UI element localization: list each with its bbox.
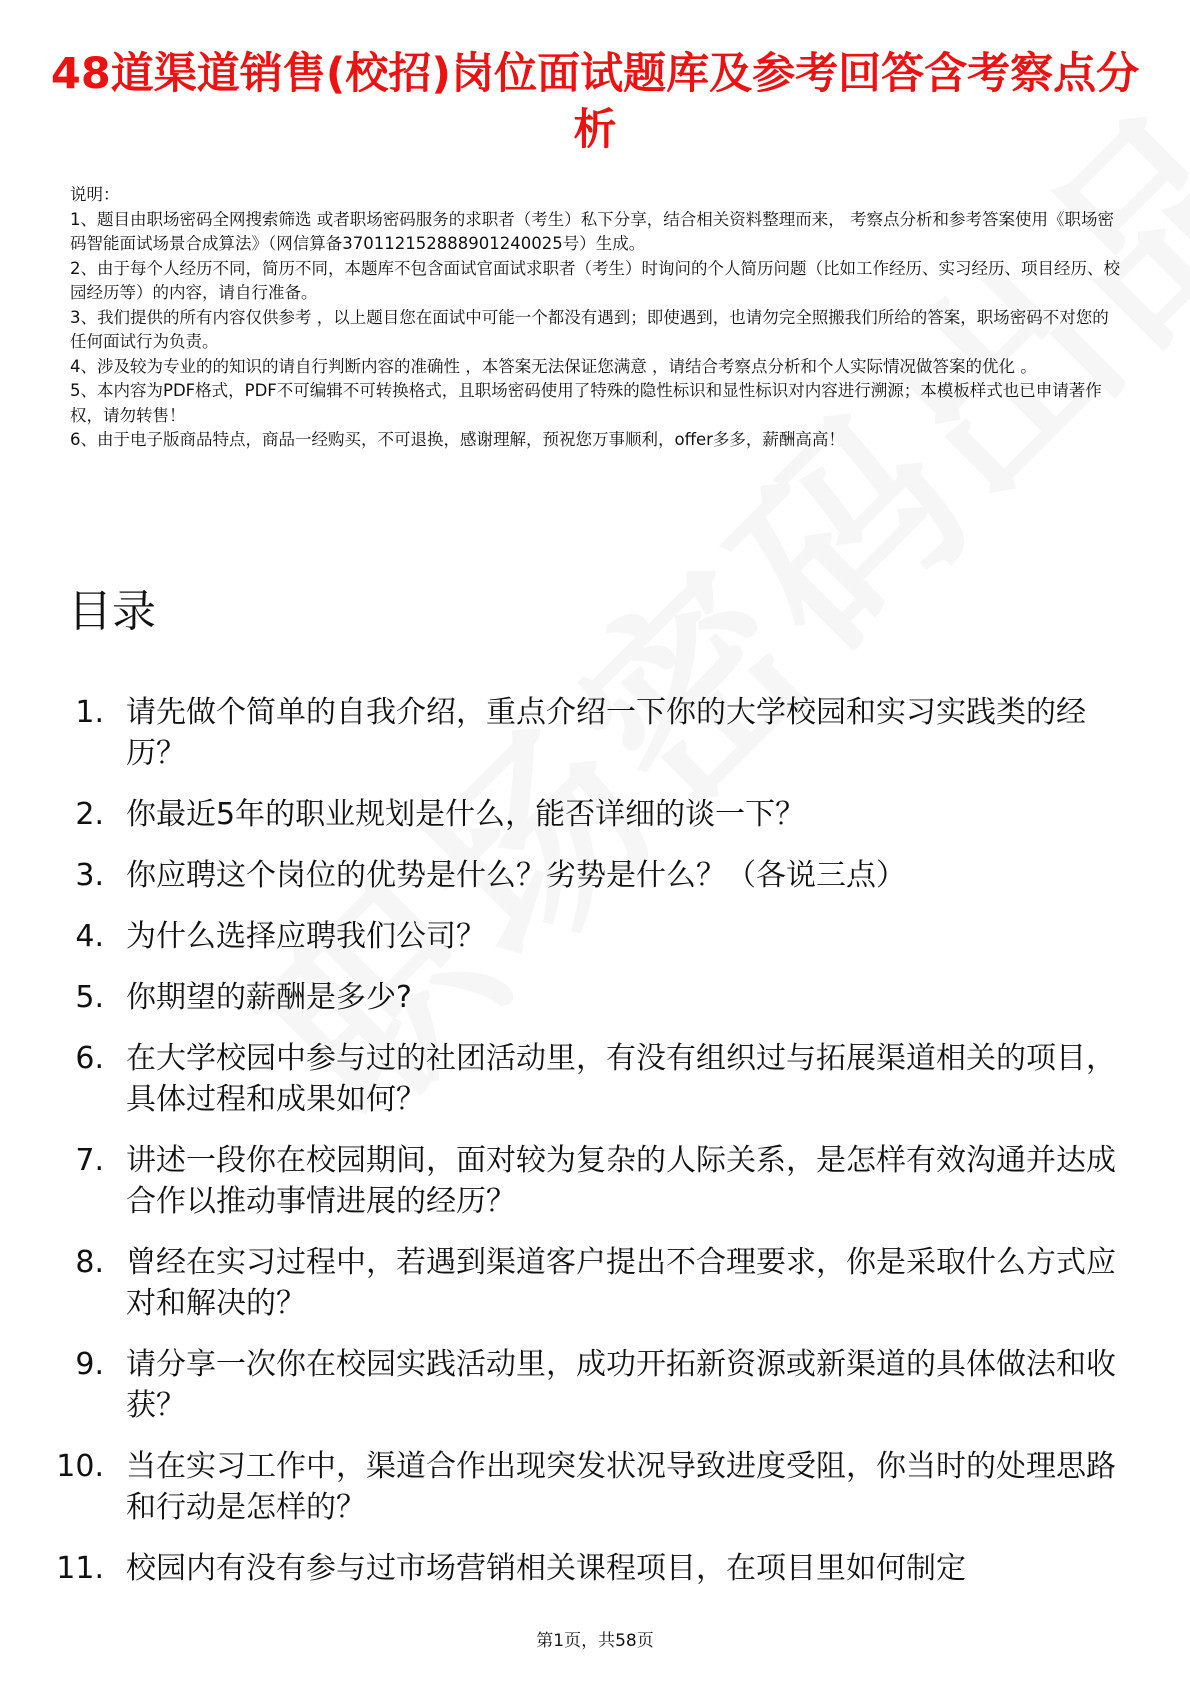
note-item: 5、本内容为PDF格式，PDF不可编辑不可转换格式，且职场密码使用了特殊的隐性标识和显性标识对内容进行溯源；本模板样式也已申请著作权，请勿转售！ bbox=[70, 381, 1102, 425]
toc-item-text: 曾经在实习过程中，若遇到渠道客户提出不合理要求，你是采取什么方式应对和解决的？ bbox=[126, 1245, 1116, 1321]
toc-item[interactable] bbox=[40, 1344, 1120, 1426]
toc-item-number: 11. bbox=[56, 1551, 104, 1586]
toc-item[interactable] bbox=[40, 977, 1120, 1018]
toc-item-number: 2. bbox=[75, 797, 104, 832]
toc-item-text: 你期望的薪酬是多少? bbox=[126, 980, 412, 1015]
toc-item-number: 5. bbox=[75, 980, 104, 1015]
toc-item-text: 你应聘这个岗位的优势是什么？劣势是什么？（各说三点） bbox=[126, 858, 906, 893]
toc-item-text: 校园内有没有参与过市场营销相关课程项目，在项目里如何制定 bbox=[126, 1551, 966, 1586]
toc-item[interactable] bbox=[40, 1548, 1120, 1589]
toc-item-text: 当在实习工作中，渠道合作出现突发状况导致进度受阻，你当时的处理思路和行动是怎样的？ bbox=[126, 1449, 1116, 1525]
toc-item-number: 4. bbox=[75, 919, 104, 954]
toc-item-text: 为什么选择应聘我们公司？ bbox=[126, 919, 486, 954]
document-title: 48道渠道销售(校招)岗位面试题库及参考回答含考察点分析 bbox=[50, 49, 1140, 155]
note-item: 6、由于电子版商品特点，商品一经购买，不可退换，感谢理解，预祝您万事顺利，offer多多，薪酬高高！ bbox=[70, 430, 845, 449]
toc-item-number: 7. bbox=[75, 1143, 104, 1178]
toc-item-text: 讲述一段你在校园期间，面对较为复杂的人际关系，是怎样有效沟通并达成合作以推动事情进展的经历？ bbox=[126, 1143, 1116, 1219]
toc-item-text: 请先做个简单的自我介绍，重点介绍一下你的大学校园和实习实践类的经历？ bbox=[126, 695, 1086, 771]
toc-item[interactable] bbox=[40, 1140, 1120, 1222]
toc-item-number: 10. bbox=[56, 1449, 104, 1484]
toc-item-number: 1. bbox=[75, 695, 104, 730]
note-item: 3、我们提供的所有内容仅供参考 ，以上题目您在面试中可能一个都没有遇到；即使遇到，也请勿完全照搬我们所给的答案，职场密码不对您的任何面试行为负责。 bbox=[70, 307, 1109, 351]
notes-section bbox=[70, 183, 1120, 453]
toc-item[interactable] bbox=[40, 692, 1120, 774]
notes-heading: 说明： bbox=[70, 185, 120, 204]
toc-item[interactable] bbox=[40, 1242, 1120, 1324]
note-item: 1、题目由职场密码全网搜索筛选 或者职场密码服务的求职者（考生）私下分享，结合相关资料整理而来， 考察点分析和参考答案使用《职场密码智能面试场景合成算法》（网信算备370112152888901240025号）生成。 bbox=[70, 209, 1114, 253]
page-footer: 第1页，共58页 bbox=[536, 1631, 654, 1651]
toc-item[interactable] bbox=[40, 1038, 1120, 1120]
toc-item-number: 9. bbox=[75, 1347, 104, 1382]
toc-item-number: 3. bbox=[75, 858, 104, 893]
toc-item-text: 请分享一次你在校园实践活动里，成功开拓新资源或新渠道的具体做法和收获？ bbox=[126, 1347, 1116, 1423]
toc-item[interactable] bbox=[40, 855, 1120, 896]
toc-item[interactable] bbox=[40, 1446, 1120, 1528]
toc-item-text: 在大学校园中参与过的社团活动里，有没有组织过与拓展渠道相关的项目，具体过程和成果如何？ bbox=[126, 1041, 1116, 1117]
toc-item[interactable] bbox=[40, 794, 1120, 835]
table-of-contents bbox=[40, 692, 1120, 1589]
note-item: 2、由于每个人经历不同，简历不同，本题库不包含面试官面试求职者（考生）时询问的个人简历问题（比如工作经历、实习经历、项目经历、校园经历等）的内容，请自行准备。 bbox=[70, 258, 1120, 302]
toc-item-number: 8. bbox=[75, 1245, 104, 1280]
toc-item-number: 6. bbox=[75, 1041, 104, 1076]
toc-heading: 目录 bbox=[68, 586, 156, 637]
toc-item[interactable] bbox=[40, 916, 1120, 957]
note-item: 4、涉及较为专业的的知识的请自行判断内容的准确性 ，本答案无法保证您满意 ，请结合考察点分析和个人实际情况做答案的优化 。 bbox=[70, 356, 1037, 376]
toc-item-text: 你最近5年的职业规划是什么，能否详细的谈一下？ bbox=[126, 797, 806, 832]
